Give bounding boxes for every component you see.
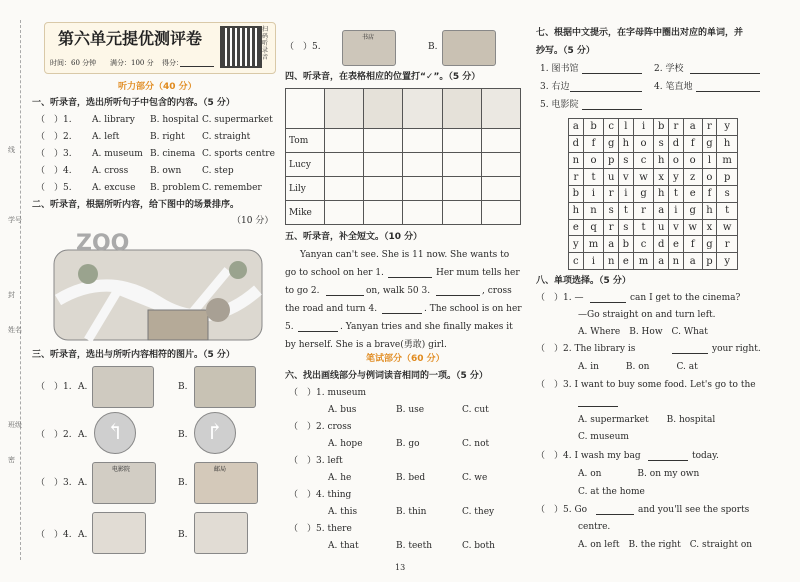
- s7-blank-4[interactable]: [696, 91, 760, 92]
- letter-cell[interactable]: w: [717, 219, 738, 236]
- s3-q5-b: B.: [428, 42, 438, 52]
- s4-check-cell[interactable]: [325, 129, 364, 153]
- letter-cell[interactable]: f: [683, 135, 702, 152]
- s1-q4-c: C. step: [202, 166, 234, 176]
- s5-line-2b: Her mum tells her: [436, 268, 520, 278]
- s6-q3-a: A. he: [328, 473, 352, 483]
- s5-line-4b: . The school is on her: [424, 304, 522, 314]
- s3-q1-a-picture: [92, 366, 154, 408]
- letter-cell[interactable]: d: [569, 135, 584, 152]
- s4-check-cell[interactable]: [442, 177, 481, 201]
- s1-q4-a: A. cross: [92, 166, 129, 176]
- s1-q1-c: C. supermarket: [202, 115, 273, 125]
- letter-cell[interactable]: y: [669, 169, 684, 186]
- letter-cell[interactable]: e: [669, 236, 684, 253]
- s4-place-4-picture: [442, 89, 481, 129]
- letter-cell[interactable]: a: [604, 236, 619, 253]
- s4-check-cell[interactable]: [364, 153, 403, 177]
- letter-cell[interactable]: d: [654, 236, 669, 253]
- letter-cell[interactable]: x: [654, 169, 669, 186]
- s1-q5-c: C. remember: [202, 183, 262, 193]
- letter-cell[interactable]: a: [569, 119, 584, 136]
- s1-q2-c: C. straight: [202, 132, 251, 142]
- writing-header: 笔试部分（60 分）: [366, 354, 445, 364]
- letter-cell[interactable]: s: [654, 135, 669, 152]
- page-title: 第六单元提优测评卷: [58, 29, 203, 48]
- s3-q5-num[interactable]: （ ）5.: [285, 42, 321, 52]
- letter-cell[interactable]: e: [619, 253, 634, 270]
- letter-cell[interactable]: t: [669, 186, 684, 203]
- letter-cell[interactable]: a: [683, 119, 702, 136]
- s5-line-4a: the road and turn 4.: [285, 304, 378, 314]
- letter-cell[interactable]: i: [633, 119, 654, 136]
- s3-q3-num[interactable]: （ ）3.: [36, 478, 72, 488]
- letter-cell[interactable]: f: [702, 186, 717, 203]
- letter-cell[interactable]: x: [702, 219, 717, 236]
- letter-cell[interactable]: q: [583, 219, 604, 236]
- s4-check-cell[interactable]: [364, 177, 403, 201]
- letter-cell[interactable]: o: [583, 152, 604, 169]
- letter-cell[interactable]: t: [633, 219, 654, 236]
- s8-q2-text: your right.: [712, 344, 761, 354]
- zoo-sign: ZOO: [76, 231, 130, 256]
- letter-cell[interactable]: b: [654, 119, 669, 136]
- s7-hint-1: 1. 图书馆: [540, 64, 579, 74]
- letter-cell[interactable]: s: [619, 152, 634, 169]
- binding-line: [20, 20, 21, 560]
- s6-q1-c: C. cut: [462, 405, 489, 415]
- s7-hint-4: 4. 笔直地: [654, 82, 693, 92]
- s7-title-2: 抄写。（5 分）: [536, 46, 595, 56]
- s8-q3-num[interactable]: （ ）3. I want to buy some food. Let's go to the: [536, 380, 756, 390]
- bookstore-sign: 书店: [362, 34, 375, 41]
- s6-q3[interactable]: （ ）3. left: [289, 456, 343, 466]
- letter-cell[interactable]: n: [604, 253, 619, 270]
- letter-grid-row: [569, 219, 738, 236]
- letter-cell[interactable]: r: [717, 236, 738, 253]
- s1-q2-a: A. left: [92, 132, 120, 142]
- letter-grid-row: [569, 253, 738, 270]
- letter-cell[interactable]: m: [633, 253, 654, 270]
- s6-q1[interactable]: （ ）1. museum: [289, 388, 367, 398]
- s4-corner-cell: [286, 89, 325, 129]
- letter-cell[interactable]: r: [604, 186, 619, 203]
- letter-cell[interactable]: h: [654, 186, 669, 203]
- letter-cell[interactable]: r: [569, 169, 584, 186]
- s8-q4-text: today.: [692, 451, 719, 461]
- letter-cell[interactable]: h: [717, 135, 738, 152]
- letter-cell[interactable]: c: [569, 253, 584, 270]
- letter-cell[interactable]: i: [619, 186, 634, 203]
- letter-cell[interactable]: m: [583, 236, 604, 253]
- turn-right-sign-icon: ↱: [194, 412, 236, 454]
- s3-q2-a: A.: [78, 430, 88, 440]
- s4-check-cell[interactable]: [403, 177, 442, 201]
- s7-blank-1[interactable]: [582, 73, 642, 74]
- letter-cell[interactable]: w: [683, 219, 702, 236]
- letter-cell[interactable]: g: [683, 202, 702, 219]
- s1-q3-a: A. museum: [92, 149, 143, 159]
- letter-cell[interactable]: l: [619, 119, 634, 136]
- letter-cell[interactable]: n: [669, 253, 684, 270]
- letter-cell[interactable]: m: [717, 152, 738, 169]
- letter-cell[interactable]: g: [702, 236, 717, 253]
- s6-q5-c: C. both: [462, 541, 495, 551]
- s4-check-cell[interactable]: [481, 153, 520, 177]
- letter-cell[interactable]: f: [683, 236, 702, 253]
- s1-title: 一、听录音，选出所听句子中包含的内容。（5 分）: [32, 98, 235, 108]
- s6-q5[interactable]: （ ）5. there: [289, 524, 352, 534]
- s4-row-tom: Tom: [286, 129, 325, 153]
- s7-blank-3[interactable]: [570, 91, 642, 92]
- letter-cell[interactable]: d: [669, 135, 684, 152]
- s1-q3-b: B. cinema: [150, 149, 196, 159]
- s4-check-cell[interactable]: [364, 129, 403, 153]
- s6-q5-a: A. that: [328, 541, 359, 551]
- s6-q4-c: C. they: [462, 507, 495, 517]
- s1-q1-a: A. library: [92, 115, 135, 125]
- s4-check-cell[interactable]: [364, 201, 403, 225]
- s4-check-cell[interactable]: [403, 153, 442, 177]
- letter-cell[interactable]: c: [633, 152, 654, 169]
- s4-place-1-picture: [325, 89, 364, 129]
- cinema-sign: 电影院: [112, 466, 131, 473]
- letter-cell[interactable]: s: [619, 219, 634, 236]
- s1-q4-num[interactable]: （ ）4.: [36, 166, 72, 176]
- s5-title: 五、听录音，补全短文。（10 分）: [285, 232, 423, 242]
- s6-q1-b: B. use: [396, 405, 425, 415]
- s5-blank-5[interactable]: [298, 331, 338, 332]
- s3-q1-b: B.: [178, 382, 188, 392]
- s6-q3-c: C. we: [462, 473, 488, 483]
- letter-cell[interactable]: b: [619, 236, 634, 253]
- s3-title: 三、听录音，选出与所听内容相符的图片。（5 分）: [32, 350, 235, 360]
- letter-cell[interactable]: v: [669, 219, 684, 236]
- s2-score: （10 分）: [232, 216, 274, 226]
- s5-line-5b: . Yanyan tries and she finally makes it: [340, 322, 513, 332]
- s8-q5-blank[interactable]: [596, 514, 634, 515]
- s8-q5-text-2: centre.: [578, 522, 611, 532]
- s8-q4-blank[interactable]: [648, 460, 688, 461]
- letter-cell[interactable]: r: [669, 119, 684, 136]
- letter-grid-row: [569, 169, 738, 186]
- s4-title: 四、听录音，在表格相应的位置打“✓”。（5 分）: [285, 72, 481, 82]
- s4-table: [285, 88, 521, 225]
- s5-blank-4[interactable]: [382, 313, 422, 314]
- s1-q4-b: B. own: [150, 166, 182, 176]
- s4-row-lucy: Lucy: [286, 153, 325, 177]
- s3-q3-a: A.: [78, 478, 88, 488]
- s5-blank-2[interactable]: [326, 295, 364, 296]
- s3-q4-b: B.: [178, 530, 188, 540]
- letter-cell[interactable]: i: [583, 253, 604, 270]
- s8-q3-options-2: C. museum: [578, 432, 629, 442]
- s1-q2-num[interactable]: （ ）2.: [36, 132, 72, 142]
- s4-place-2-picture: [364, 89, 403, 129]
- s4-check-cell[interactable]: [325, 201, 364, 225]
- s3-q1-num[interactable]: （ ）1.: [36, 382, 72, 392]
- s8-q5-num[interactable]: （ ）5. Go: [536, 505, 588, 515]
- s7-hint-3: 3. 右边: [540, 82, 570, 92]
- letter-cell[interactable]: p: [702, 253, 717, 270]
- s5-line-3a: to go 2.: [285, 286, 320, 296]
- s8-q1-options: A. Where B. How C. What: [578, 327, 708, 337]
- s3-q1-a: A.: [78, 382, 88, 392]
- s3-q4-num[interactable]: （ ）4.: [36, 530, 72, 540]
- letter-cell[interactable]: t: [717, 202, 738, 219]
- s4-check-cell[interactable]: [442, 153, 481, 177]
- letter-cell[interactable]: g: [633, 186, 654, 203]
- letter-cell[interactable]: y: [569, 236, 584, 253]
- s3-q4-b-picture: [194, 512, 248, 554]
- s2-title: 二、听录音，根据所听内容，给下图中的场景排序。: [32, 200, 240, 210]
- letter-cell[interactable]: r: [633, 202, 654, 219]
- meta-score: 满分：100 分: [110, 59, 154, 67]
- letter-cell[interactable]: w: [633, 169, 654, 186]
- letter-cell[interactable]: n: [583, 202, 604, 219]
- letter-grid: [568, 118, 738, 270]
- page-number: 13: [395, 563, 406, 572]
- s3-q5-b-picture: [442, 30, 496, 66]
- s4-row-mike: Mike: [286, 201, 325, 225]
- s5-line-1: Yanyan can't see. She is 11 now. She wants to: [300, 250, 510, 260]
- margin-mark-3: 密: [8, 456, 15, 464]
- meta-time: 时间：60 分钟: [50, 59, 97, 67]
- letter-cell[interactable]: p: [604, 152, 619, 169]
- s5-blank-3[interactable]: [436, 295, 480, 296]
- letter-cell[interactable]: o: [683, 152, 702, 169]
- s4-place-5-picture: [481, 89, 520, 129]
- s4-check-cell[interactable]: [325, 153, 364, 177]
- s8-title: 八、单项选择。（5 分）: [536, 276, 631, 286]
- s6-q4[interactable]: （ ）4. thing: [289, 490, 352, 500]
- letter-cell[interactable]: t: [583, 169, 604, 186]
- letter-grid-row: [569, 152, 738, 169]
- letter-cell[interactable]: c: [633, 236, 654, 253]
- letter-cell[interactable]: r: [604, 219, 619, 236]
- s3-q3-b: B.: [178, 478, 188, 488]
- s3-q4-a-picture: [92, 512, 146, 554]
- s4-check-cell[interactable]: [481, 201, 520, 225]
- letter-cell[interactable]: a: [654, 253, 669, 270]
- s5-line-3c: , cross: [482, 286, 512, 296]
- s3-q2-num[interactable]: （ ）2.: [36, 430, 72, 440]
- s8-q4-options-2: C. at the home: [578, 487, 645, 497]
- s6-q3-b: B. bed: [396, 473, 426, 483]
- s3-q1-b-picture: [194, 366, 256, 408]
- letter-cell[interactable]: b: [569, 186, 584, 203]
- letter-grid-row: [569, 202, 738, 219]
- s6-q4-b: B. thin: [396, 507, 427, 517]
- s4-check-cell[interactable]: [403, 201, 442, 225]
- letter-cell[interactable]: e: [683, 186, 702, 203]
- margin-class-label: 班级: [8, 421, 22, 429]
- s6-q4-a: A. this: [328, 507, 358, 517]
- letter-cell[interactable]: a: [683, 253, 702, 270]
- letter-cell[interactable]: h: [702, 202, 717, 219]
- s4-check-cell[interactable]: [442, 129, 481, 153]
- s4-place-3-picture: [403, 89, 442, 129]
- s1-q3-c: C. sports centre: [202, 149, 275, 159]
- letter-grid-row: [569, 236, 738, 253]
- letter-cell[interactable]: h: [619, 135, 634, 152]
- s4-row-lily: Lily: [286, 177, 325, 201]
- letter-cell[interactable]: t: [619, 202, 634, 219]
- s5-line-3b: on, walk 50 3.: [366, 286, 431, 296]
- s7-title: 七、根据中文提示，在字母阵中圈出对应的单词，并: [536, 28, 744, 38]
- letter-cell[interactable]: u: [604, 169, 619, 186]
- qr-caption: 扫码听录音: [262, 26, 269, 61]
- s8-q1-blank[interactable]: [590, 302, 626, 303]
- s8-q4-num[interactable]: （ ）4. I wash my bag: [536, 451, 641, 461]
- letter-cell[interactable]: a: [654, 202, 669, 219]
- letter-cell[interactable]: p: [717, 169, 738, 186]
- letter-cell[interactable]: n: [569, 152, 584, 169]
- letter-cell[interactable]: z: [683, 169, 702, 186]
- letter-cell[interactable]: r: [702, 119, 717, 136]
- s8-q1-text-2: —Go straight on and turn left.: [578, 310, 716, 320]
- letter-grid-row: [569, 119, 738, 136]
- margin-number-label: 学号: [8, 216, 22, 224]
- s4-check-cell[interactable]: [325, 177, 364, 201]
- s5-blank-1[interactable]: [388, 277, 432, 278]
- s6-q2-b: B. go: [396, 439, 420, 449]
- s5-line-5a: 5.: [285, 322, 294, 332]
- s1-q3-num[interactable]: （ ）3.: [36, 149, 72, 159]
- s8-q3-options: A. supermarket B. hospital: [578, 415, 716, 425]
- s7-blank-5[interactable]: [582, 109, 642, 110]
- letter-cell[interactable]: i: [669, 202, 684, 219]
- letter-grid-row: [569, 186, 738, 203]
- s6-q1-a: A. bus: [328, 405, 357, 415]
- letter-cell[interactable]: e: [569, 219, 584, 236]
- score-blank: [180, 66, 214, 67]
- letter-cell[interactable]: o: [633, 135, 654, 152]
- post-office-sign: 邮局: [214, 466, 227, 473]
- s1-q1-num[interactable]: （ ）1.: [36, 115, 72, 125]
- s1-q5-a: A. excuse: [92, 183, 136, 193]
- letter-cell[interactable]: s: [604, 202, 619, 219]
- letter-cell[interactable]: o: [669, 152, 684, 169]
- s8-q2-options: A. in B. on C. at: [578, 362, 698, 372]
- s3-q2-b: B.: [178, 430, 188, 440]
- letter-cell[interactable]: f: [583, 135, 604, 152]
- s8-q4-options: A. on B. on my own: [578, 469, 700, 479]
- s6-q5-b: B. teeth: [396, 541, 433, 551]
- letter-cell[interactable]: g: [702, 135, 717, 152]
- letter-cell[interactable]: y: [717, 119, 738, 136]
- s4-check-cell[interactable]: [403, 129, 442, 153]
- s5-line-2a: go to school on her 1.: [285, 268, 384, 278]
- letter-cell[interactable]: h: [654, 152, 669, 169]
- s4-check-cell[interactable]: [481, 129, 520, 153]
- meta-got: 得分：: [162, 59, 183, 67]
- s8-q5-options: A. on left B. the right C. straight on: [578, 540, 753, 550]
- letter-grid-row: [569, 135, 738, 152]
- s7-hint-5: 5. 电影院: [540, 100, 579, 110]
- letter-cell[interactable]: c: [604, 119, 619, 136]
- s1-q5-b: B. problem: [150, 183, 201, 193]
- letter-cell[interactable]: h: [569, 202, 584, 219]
- s8-q2-num[interactable]: （ ）2. The library is: [536, 344, 636, 354]
- letter-cell[interactable]: l: [702, 152, 717, 169]
- margin-name-label: 姓名: [8, 326, 22, 334]
- s6-q2-a: A. hope: [328, 439, 363, 449]
- margin-mark-2: 封: [8, 291, 15, 299]
- letter-cell[interactable]: g: [604, 135, 619, 152]
- s3-q4-a: A.: [78, 530, 88, 540]
- s6-title: 六、找出画线部分与例词读音相同的一项。（5 分）: [285, 371, 488, 381]
- s7-hint-2: 2. 学校: [654, 64, 684, 74]
- s4-check-cell[interactable]: [442, 201, 481, 225]
- s1-q5-num[interactable]: （ ）5.: [36, 183, 72, 193]
- letter-cell[interactable]: i: [583, 186, 604, 203]
- turn-left-sign-icon: ↰: [94, 412, 136, 454]
- s8-q3-blank[interactable]: [578, 406, 618, 407]
- s5-line-6: by herself. She is a brave(勇敢) girl.: [285, 340, 447, 350]
- margin-mark-1: 线: [8, 146, 15, 154]
- qr-code-icon: [220, 26, 262, 68]
- s6-q2[interactable]: （ ）2. cross: [289, 422, 352, 432]
- letter-cell[interactable]: u: [654, 219, 669, 236]
- s8-q2-blank[interactable]: [672, 353, 708, 354]
- s1-q1-b: B. hospital: [150, 115, 199, 125]
- letter-cell[interactable]: y: [717, 253, 738, 270]
- listening-header: 听力部分（40 分）: [118, 82, 197, 92]
- s8-q5-text: and you'll see the sports: [638, 505, 750, 515]
- s8-q1-num[interactable]: （ ）1. —: [536, 293, 584, 303]
- letter-cell[interactable]: o: [702, 169, 717, 186]
- s6-q2-c: C. not: [462, 439, 490, 449]
- s8-q1-text: can I get to the cinema?: [630, 293, 741, 303]
- s7-blank-2[interactable]: [690, 73, 760, 74]
- letter-cell[interactable]: b: [583, 119, 604, 136]
- letter-cell[interactable]: v: [619, 169, 634, 186]
- letter-cell[interactable]: s: [717, 186, 738, 203]
- s4-check-cell[interactable]: [481, 177, 520, 201]
- s1-q2-b: B. right: [150, 132, 185, 142]
